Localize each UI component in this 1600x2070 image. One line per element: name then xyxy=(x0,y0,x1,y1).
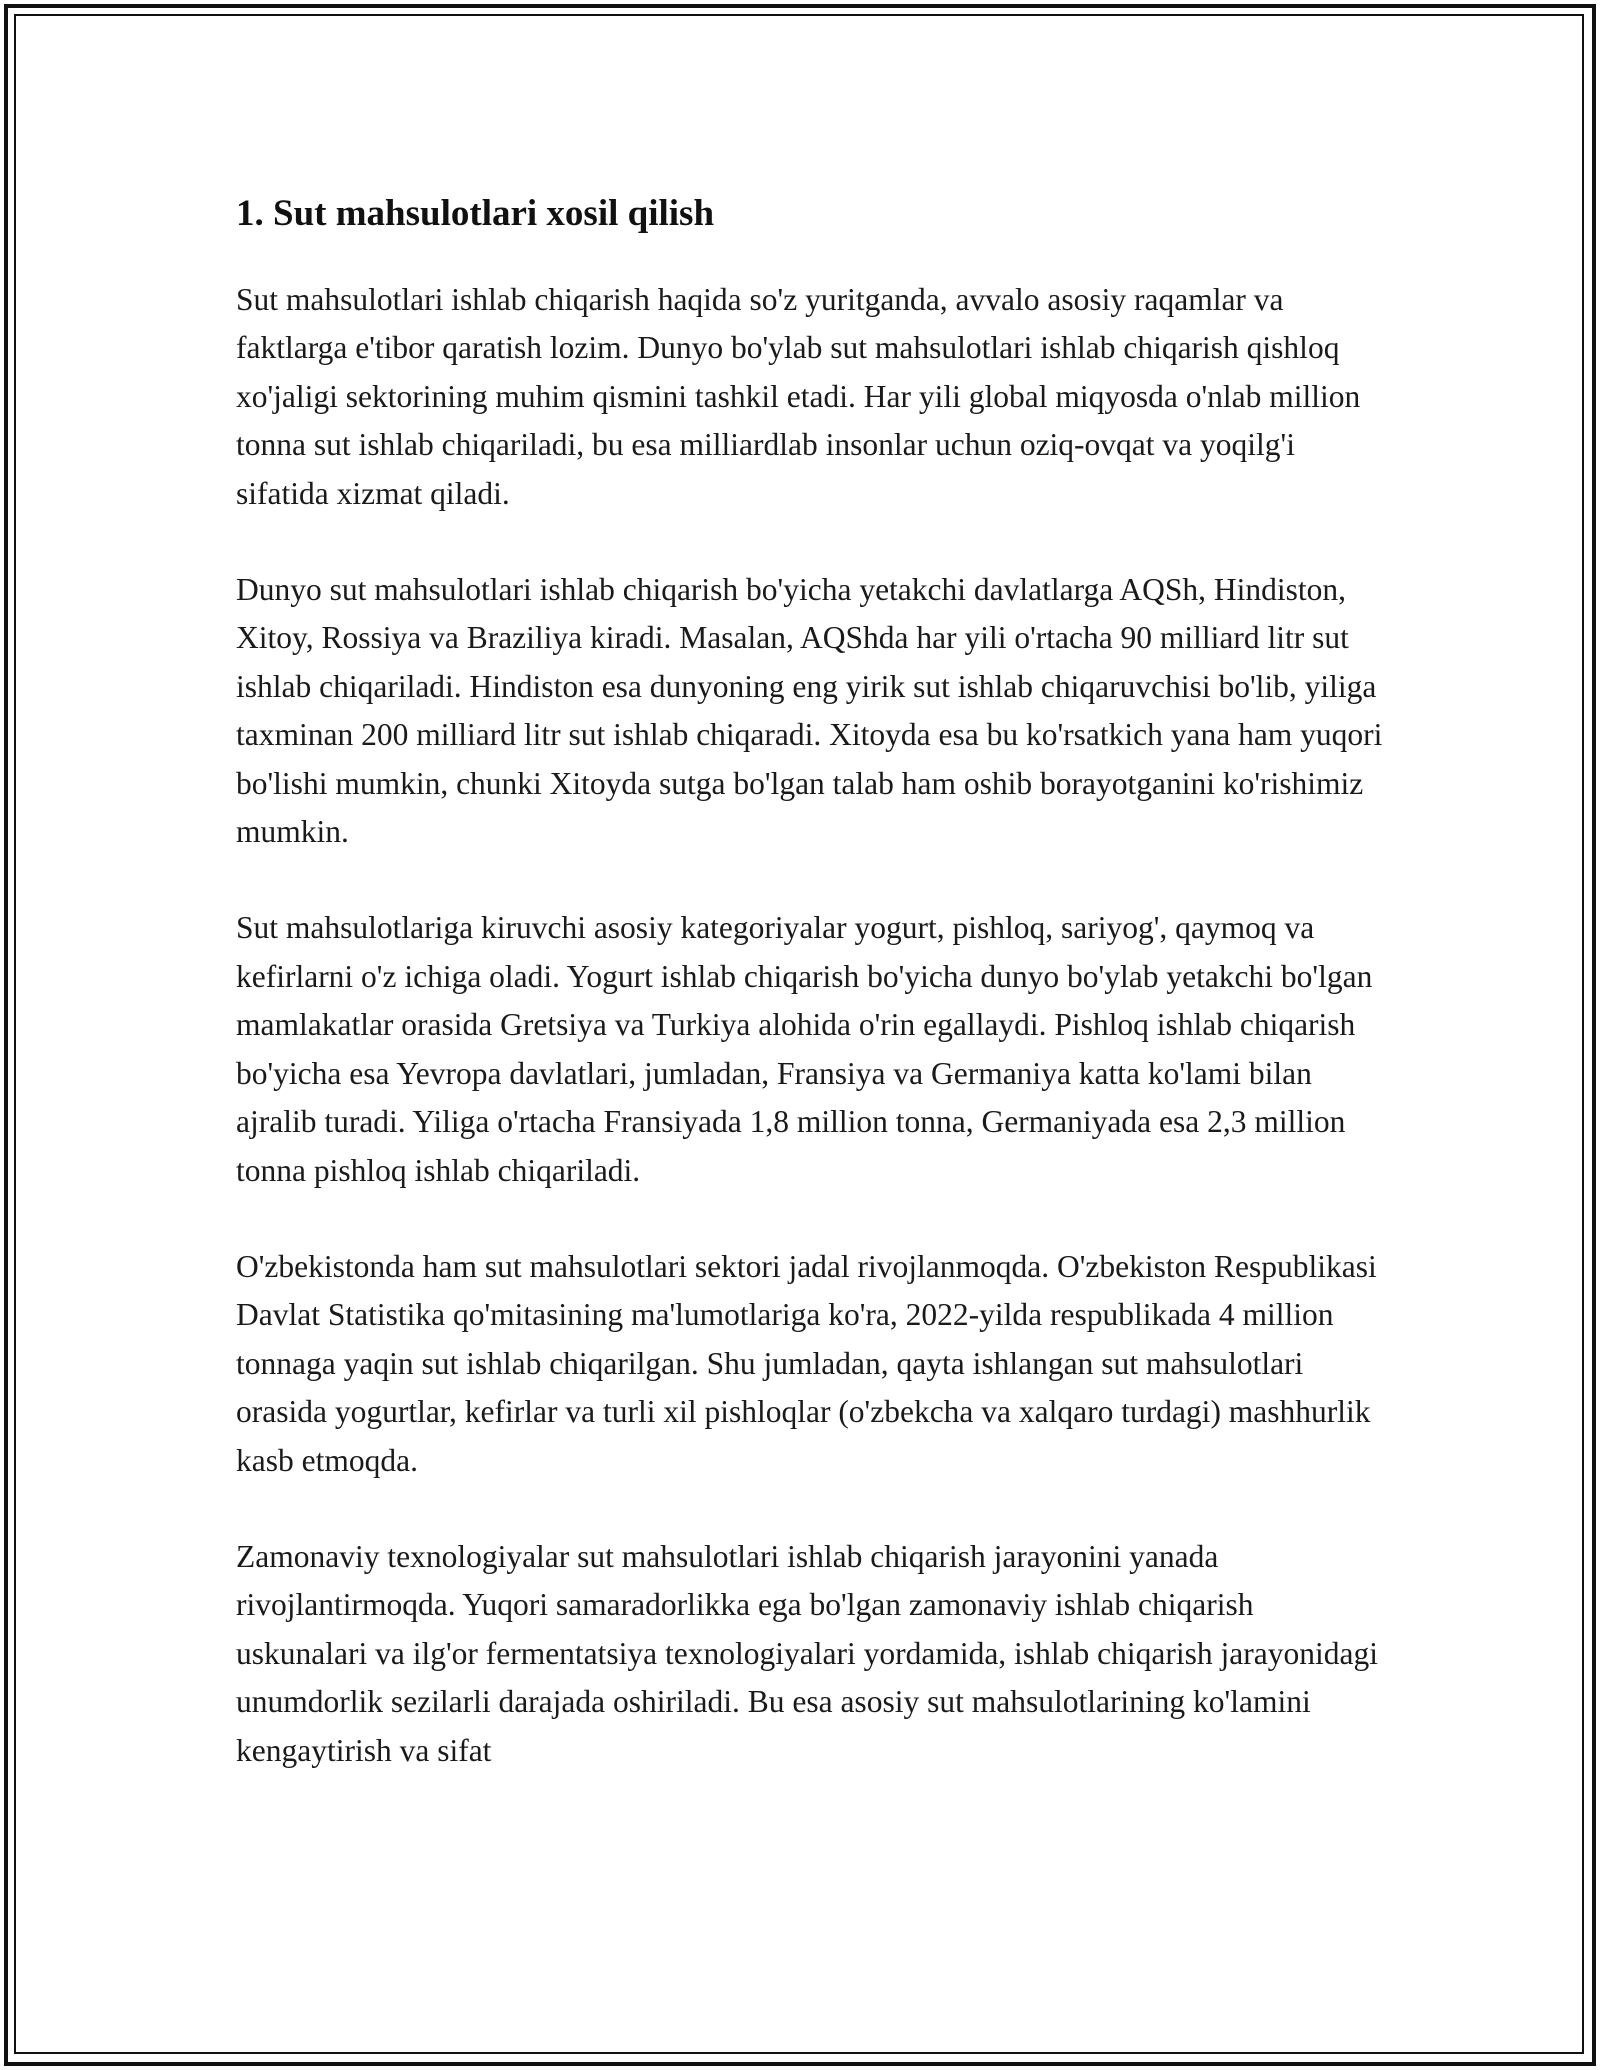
paragraph-5: Zamonaviy texnologiyalar sut mahsulotlari ishlab chiqarish jarayonini yanada rivojlantirmoqda. Yuqori samaradorlikka ega bo'lgan zamonaviy ishlab chiqarish uskunalari va ilg'or fermentatsiya texnologiyalari yordamida, ishlab chiqarish jarayonidagi unumdorlik sezilarli darajada oshiriladi. Bu esa asosiy sut mahsulotlarining ko'lamini kengaytirish va sifat xyxy=(236,1538,1378,1768)
paragraph-2: Dunyo sut mahsulotlari ishlab chiqarish bo'yicha yetakchi davlatlarga AQSh, Hindiston, Xitoy, Rossiya va Braziliya kiradi. Masalan, AQShda har yili o'rtacha 90 milliard litr sut ishlab chiqariladi. Hindiston esa dunyoning eng yirik sut ishlab chiqaruvchisi bo'lib, yiliga taxminan 200 milliard litr sut ishlab chiqaradi. Xitoyda esa bu ko'rsatkich yana ham yuqori bo'lishi mumkin, chunki Xitoyda sutga bo'lgan talab ham oshib borayotganini ko'rishimiz mumkin. xyxy=(236,572,1383,850)
section-heading: 1. Sut mahsulotlari xosil qilish xyxy=(236,193,715,234)
paragraph-1: Sut mahsulotlari ishlab chiqarish haqida so'z yuritganda, avvalo asosiy raqamlar va faktlarga e'tibor qaratish lozim. Dunyo bo'ylab sut mahsulotlari ishlab chiqarish qishloq xo'jaligi sektorining muhim qismini tashkil etadi. Har yili global miqyosda o'nlab million tonna sut ishlab chiqariladi, bu esa milliardlab insonlar uchun oziq-ovqat va yoqilg'i sifatida xizmat qiladi. xyxy=(236,282,1361,511)
paragraph-4: O'zbekistonda ham sut mahsulotlari sektori jadal rivojlanmoqda. O'zbekiston Respublikasi Davlat Statistika qo'mitasining ma'lumotlariga ko'ra, 2022-yilda respublikada 4 million tonnaga yaqin sut ishlab chiqarilgan. Shu jumladan, qayta ishlangan sut mahsulotlari orasida yogurtlar, kefirlar va turli xil pishloqlar (o'zbekcha va xalqaro turdagi) mashhurlik kasb etmoqda. xyxy=(236,1248,1377,1478)
document-body xyxy=(236,184,1386,1823)
paragraph-3: Sut mahsulotlariga kiruvchi asosiy kategoriyalar yogurt, pishloq, sariyog', qaymoq va kefirlarni o'z ichiga oladi. Yogurt ishlab chiqarish bo'yicha dunyo bo'ylab yetakchi bo'lgan mamlakatlar orasida Gretsiya va Turkiya alohida o'rin egallaydi. Pishloq ishlab chiqarish bo'yicha esa Yevropa davlatlari, jumladan, Fransiya va Germaniya katta ko'lami bilan ajralib turadi. Yiliga o'rtacha Fransiyada 1,8 million tonna, Germaniyada esa 2,3 million tonna pishloq ishlab chiqariladi. xyxy=(236,910,1373,1188)
